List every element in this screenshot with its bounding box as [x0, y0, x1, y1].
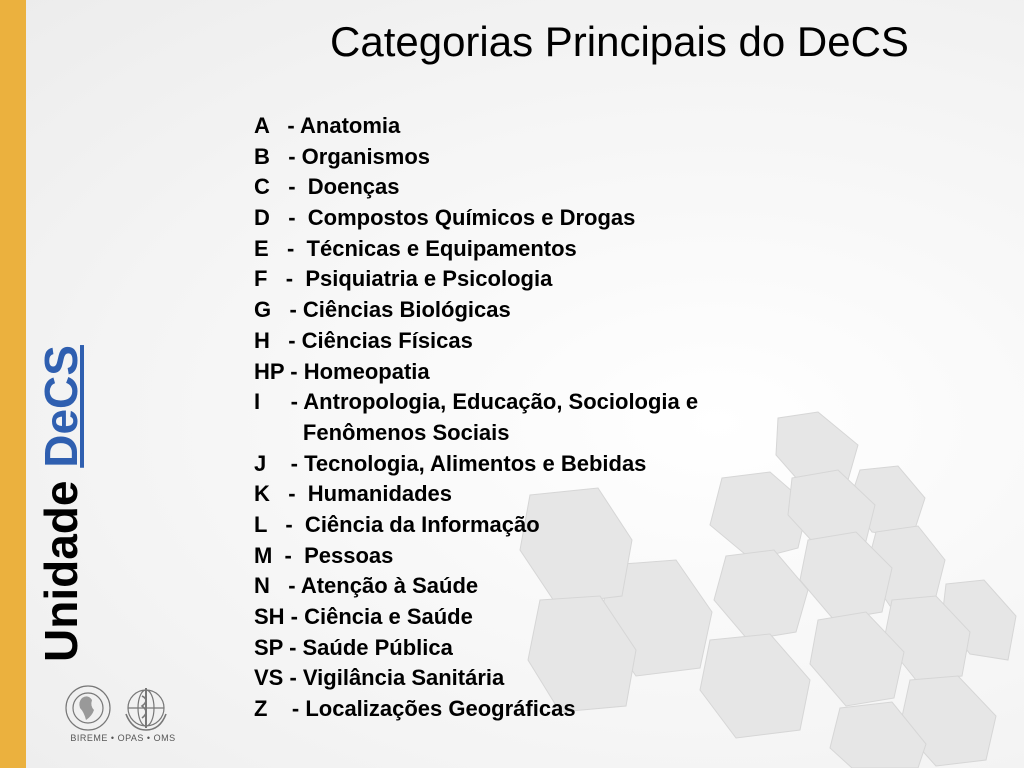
who-emblem-icon: [126, 688, 166, 730]
list-item: Fenômenos Sociais: [254, 419, 510, 445]
list-item: E - Técnicas e Equipamentos: [254, 235, 577, 261]
list-item: Z - Localizações Geográficas: [254, 696, 576, 722]
list-item: G - Ciências Biológicas: [254, 297, 511, 323]
logo-caption: BIREME • OPAS • OMS: [70, 733, 176, 743]
list-item: K - Humanidades: [254, 481, 453, 507]
unit-label: [35, 345, 87, 662]
list-item: M - Pessoas: [254, 542, 394, 568]
page-title: Categorias Principais do DeCS: [330, 18, 909, 65]
list-item: HP - Homeopatia: [254, 358, 430, 384]
list-item: I - Antropologia, Educação, Sociologia e: [254, 389, 699, 415]
list-item: SP - Saúde Pública: [254, 634, 453, 660]
paho-seal-icon: [66, 686, 110, 730]
unit-word: Unidade: [35, 480, 87, 662]
list-item: VS - Vigilância Sanitária: [254, 665, 505, 691]
list-item: SH - Ciência e Saúde: [254, 604, 473, 629]
list-item: D - Compostos Químicos e Drogas: [254, 205, 636, 231]
list-item: A - Anatomia: [254, 113, 401, 138]
decs-link[interactable]: DeCS: [35, 345, 87, 468]
list-item: H - Ciências Físicas: [254, 327, 473, 353]
hexagon: [700, 634, 810, 738]
list-item: C - Doenças: [254, 174, 400, 200]
hexagon: [714, 550, 808, 640]
category-list: [254, 111, 698, 725]
list-item: L - Ciência da Informação: [254, 511, 540, 537]
list-item: F - Psiquiatria e Psicologia: [254, 266, 553, 292]
list-item: J - Tecnologia, Alimentos e Bebidas: [254, 450, 647, 476]
list-item: B - Organismos: [254, 143, 431, 169]
list-item: N - Atenção à Saúde: [254, 573, 479, 599]
